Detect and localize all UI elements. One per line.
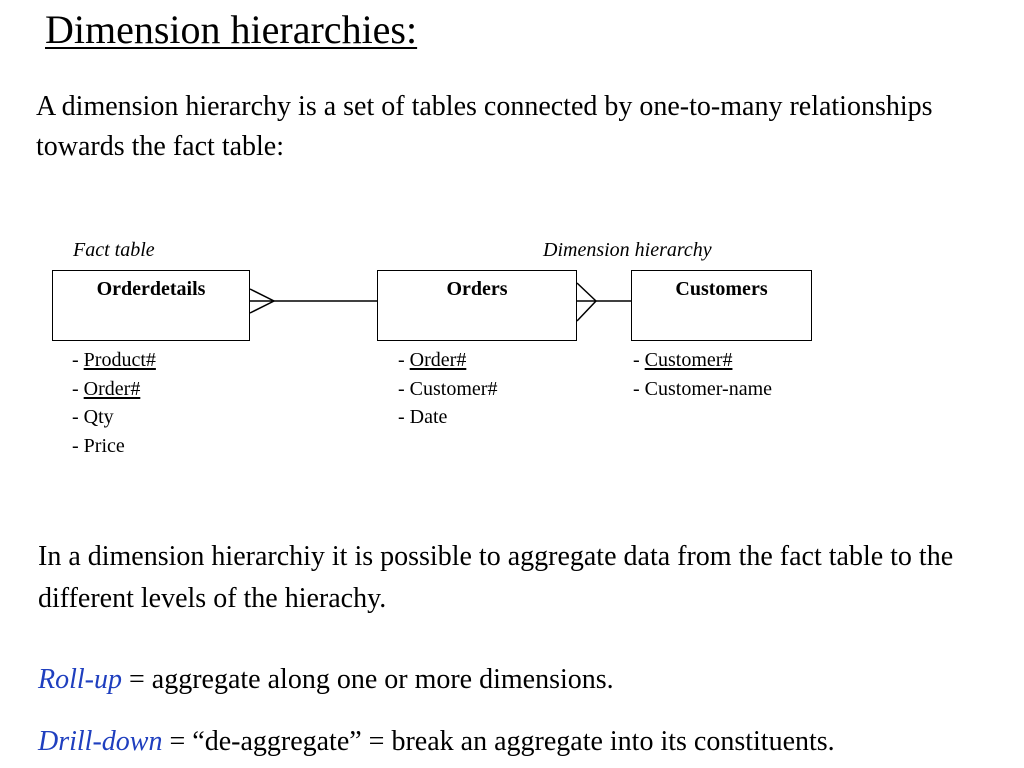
fact-table-caption: Fact table — [73, 239, 155, 261]
drilldown-definition-text: = “de-aggregate” = break an aggregate into its constituents. — [162, 726, 835, 757]
drilldown-term: Drill-down — [38, 726, 163, 757]
attribute-item: - Customer# — [633, 349, 733, 371]
attributes-orderdetails — [72, 346, 156, 460]
attribute-item: - Order# — [72, 377, 141, 400]
attribute-item: - Customer-name — [633, 377, 773, 400]
attributes-orders — [398, 346, 497, 432]
rollup-definition — [38, 659, 1008, 701]
crows-foot-orders — [577, 283, 596, 321]
drilldown-definition — [38, 721, 1018, 763]
attributes-customers — [633, 346, 772, 403]
entity-name: Customers — [675, 278, 768, 300]
rollup-definition-text: = aggregate along one or more dimensions. — [122, 664, 614, 695]
slide-title: Dimension hierarchies: — [45, 7, 418, 52]
dimension-hierarchy-caption: Dimension hierarchy — [543, 239, 712, 261]
entity-name: Orders — [446, 278, 508, 300]
entity-name: Orderdetails — [96, 278, 206, 300]
rollup-term: Roll-up — [38, 664, 122, 695]
entity-customers — [631, 270, 812, 341]
attribute-item: - Date — [398, 406, 448, 428]
attribute-item: - Order# — [398, 349, 467, 371]
entity-orders — [377, 270, 577, 341]
aggregation-paragraph: In a dimension hierarchiy it is possible to aggregate data from the fact table to the different levels of the hierachy. — [38, 541, 954, 614]
attribute-item: - Price — [72, 434, 125, 457]
entity-orderdetails — [52, 270, 250, 341]
attribute-item: - Product# — [72, 349, 156, 371]
attribute-item: - Qty — [72, 406, 114, 428]
intro-text: A dimension hierarchy is a set of tables connected by one-to-many relationships towards the fact table: — [36, 91, 933, 162]
attribute-item: - Customer# — [398, 377, 498, 400]
